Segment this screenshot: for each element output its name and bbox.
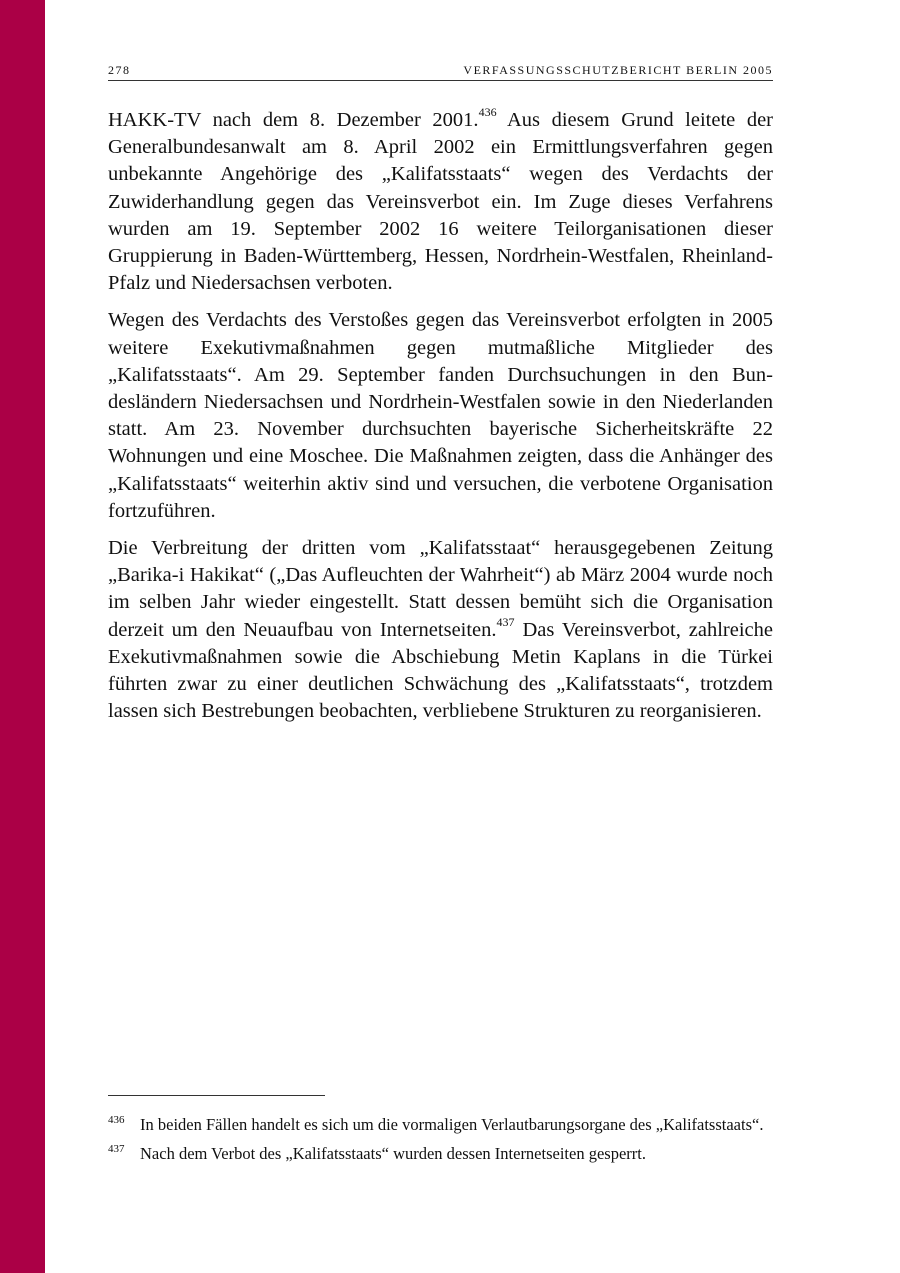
footnote-number: 436	[108, 1114, 125, 1126]
paragraph-1-start: HAKK-TV nach dem 8. Dezember 2001.	[108, 109, 479, 131]
footnote-number: 437	[108, 1143, 125, 1155]
paragraph-2: Wegen des Verdachts des Verstoßes gegen das Vereinsverbot erfolgten in 2005 weitere Exekutivmaßnahmen gegen mutmaßliche Mitglieder des „Kalifatsstaats“. Am 29. September fanden Durchsuchungen in den Bundesländern Niedersachsen und Nordrhein-Westfalen sowie in den Niederlanden statt. Am 23. November durchsuchten bayerische Sicherheitskräfte 22 Wohnungen und eine Moschee. Die Maßnahmen zeigten, dass die Anhänger des „Kalifatsstaats“ weiterhin aktiv sind und versuchen, die verbotene Organisation fortzuführen.	[108, 309, 773, 522]
paragraph-3-rest: Das Vereinsverbot, zahlreiche Exekutivmaßnahmen sowie die Abschiebung Metin Kaplans in die Türkei führten zwar zu einer deutlichen Schwächung des „Kalifatsstaats“, trotzdem lassen sich Bestrebungen beobachten, verbliebene Strukturen zu reorganisieren.	[108, 618, 773, 723]
footnotes	[108, 1114, 773, 1172]
running-title: VERFASSUNGSSCHUTZBERICHT BERLIN 2005	[463, 63, 773, 77]
footnote-text: Nach dem Verbot des „Kalifatsstaats“ wurden dessen Internetseiten gesperrt.	[140, 1144, 646, 1163]
paragraph-1-rest: Aus diesem Grund leitete der Generalbundesanwalt am 8. April 2002 ein Ermittlungsverfahren gegen unbekannte Angehörige des „Kalifatsstaats“ wegen des Verdachts der Zuwiderhandlung gegen das Vereinsverbot ein. Im Zuge dieses Verfahrens wurden am 19. September 2002 16 weitere Teilorganisationen dieser Gruppierung in Baden-Württemberg, Hessen, Nordrhein-Westfalen, Rheinland-Pfalz und Niedersachsen verboten.	[108, 109, 774, 295]
paragraph-1	[108, 107, 773, 297]
page-header	[108, 63, 773, 81]
side-color-bar	[0, 0, 45, 1273]
paragraph-3-start: Die Verbreitung der dritten vom „Kalifatsstaat“ herausgegebenen Zeitung „Barika-i Hakikat“ („Das Aufleuchten der Wahrheit“) ab März 2004 wurde noch im selben Jahr wieder eingestellt. Statt dessen bemüht sich die Organisation derzeit um den Neuaufbau von Internetseiten.	[108, 537, 773, 641]
footnote-436	[108, 1114, 773, 1136]
page-number: 278	[108, 63, 131, 77]
footnote-separator	[108, 1095, 325, 1096]
body-text	[108, 107, 773, 735]
footnote-437	[108, 1143, 773, 1165]
footnote-text: In beiden Fällen handelt es sich um die vormaligen Verlautbarungsorgane des „Kalifatsstaats“.	[140, 1115, 764, 1134]
paragraph-3	[108, 535, 773, 725]
footnote-ref-437[interactable]: 437	[496, 614, 515, 629]
footnote-ref-436[interactable]: 436	[478, 105, 497, 120]
